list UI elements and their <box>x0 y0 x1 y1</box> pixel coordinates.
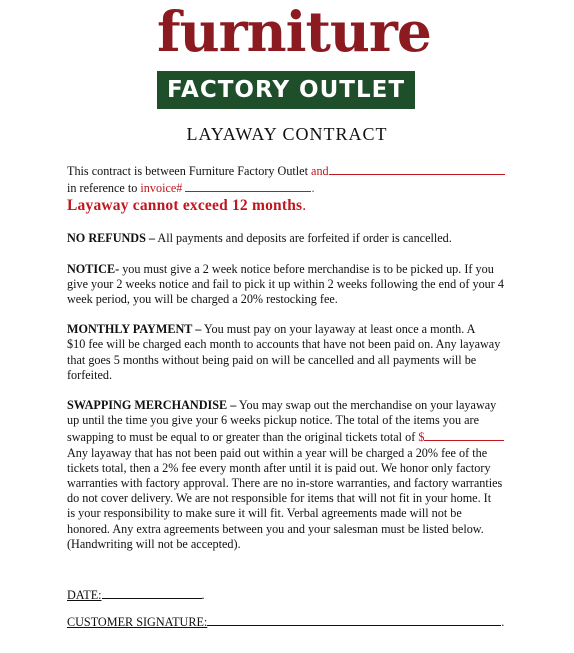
swapping-line: honored. Any extra agreements between you and your salesman must be listed below. <box>67 521 484 536</box>
customer-signature-line <box>67 614 504 630</box>
warning-text: Layaway cannot exceed 12 months <box>67 197 303 215</box>
swapping-paragraph <box>67 398 511 552</box>
date-label: DATE: <box>67 588 102 602</box>
intro-period: . <box>311 181 315 196</box>
swapping-line: You may swap out the merchandise on your layaway <box>236 398 497 413</box>
invoice-word: invoice# <box>140 181 183 196</box>
customer-name-blank <box>329 162 505 175</box>
layaway-warning <box>67 196 511 216</box>
ticket-total-blank <box>424 428 504 441</box>
notice-heading: NOTICE- <box>67 261 120 276</box>
refunds-text: All payments and deposits are forfeited if order is cancelled. <box>155 231 452 246</box>
date-blank <box>102 587 202 599</box>
refunds-paragraph <box>67 231 511 246</box>
contract-body <box>67 162 511 552</box>
logo-wordmark: furniture <box>157 0 431 64</box>
intro-line-1 <box>67 162 511 179</box>
monthly-heading: MONTHLY PAYMENT – <box>67 322 202 337</box>
notice-line: you must give a 2 week notice before merchandise is to be picked up. If you <box>119 261 494 276</box>
swapping-line: (Handwriting will not be accepted). <box>67 536 241 551</box>
notice-paragraph <box>67 262 511 308</box>
swapping-line: Any layaway that has not been paid out within a year will be charged a 20% fee of the <box>67 445 488 460</box>
logo-subline: FACTORY OUTLET <box>157 71 415 109</box>
customer-signature-blank <box>207 614 501 626</box>
reference-text: in reference to <box>67 181 138 196</box>
intro-line-2 <box>67 179 511 196</box>
swapping-line: up until the time you give your 6 weeks pickup notice. The total of the items you are <box>67 413 480 428</box>
page-title: LAYAWAY CONTRACT <box>186 124 388 144</box>
intro-text: This contract is between Furniture Factory Outlet <box>67 164 308 178</box>
warning-period: . <box>302 197 307 215</box>
swapping-line: warranties with factory approval. There are no in-store warranties, and factory warranties <box>67 476 503 491</box>
swapping-line: tickets total, then a 2% fee every month after until it is paid out. We honor only factory <box>67 460 491 475</box>
notice-line: give your 2 weeks notice and fail to pick it up within 2 weeks following the end of your 4 <box>67 276 504 291</box>
and-word: and <box>311 164 329 178</box>
swapping-line: is your responsibility to make sure it will fit. Verbal agreements made will not be <box>67 506 462 521</box>
customer-signature-label: CUSTOMER SIGNATURE: <box>67 615 208 629</box>
monthly-line: forfeited. <box>67 367 113 382</box>
swapping-line: swapping to must be equal to or greater than the original tickets total of <box>67 430 419 445</box>
refunds-heading: NO REFUNDS – <box>67 231 156 246</box>
signature-period: . <box>501 615 505 629</box>
swapping-heading: SWAPPING MERCHANDISE – <box>67 398 237 413</box>
monthly-line: that goes 5 months without being paid on will be cancelled and all payments will be <box>67 352 477 367</box>
notice-line: week period, you will be charged a 20% restocking fee. <box>67 292 338 307</box>
monthly-paragraph <box>67 322 511 383</box>
swapping-line: do not cover delivery. We are not responsible for items that will not fit in your home. It <box>67 491 492 506</box>
invoice-number-blank <box>185 179 311 192</box>
monthly-line: You must pay on your layaway at least once a month. A <box>201 322 476 337</box>
monthly-line: $10 fee will be charged each month to accounts that have not been paid on. Any layaway <box>67 337 501 352</box>
date-line <box>67 587 205 603</box>
dollar-sign: $ <box>418 430 425 445</box>
date-period: . <box>201 588 205 602</box>
